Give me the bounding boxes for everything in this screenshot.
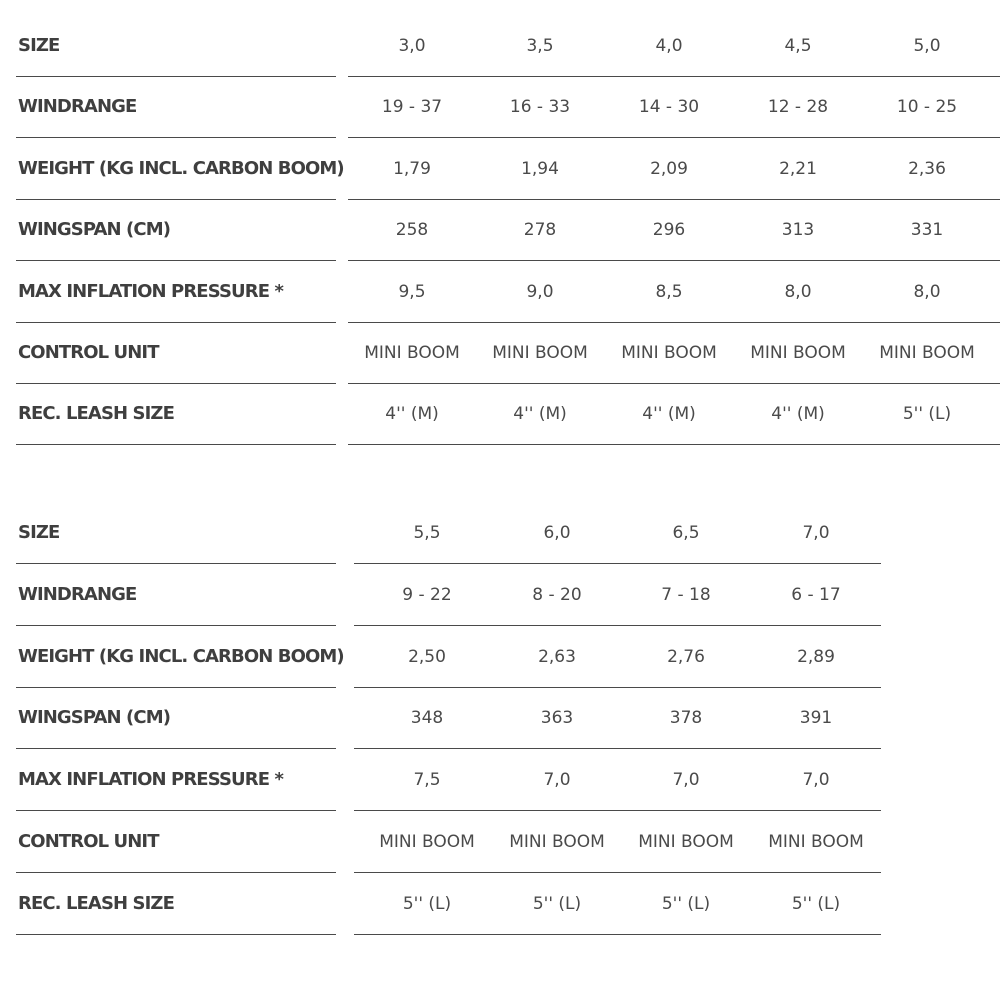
table-cell: 278 xyxy=(523,220,557,240)
row-label: WEIGHT (KG INCL. CARBON BOOM) xyxy=(18,646,344,667)
table-cell: MINI BOOM xyxy=(492,343,588,363)
table-row-size xyxy=(0,15,1000,77)
table-cell: 5'' (L) xyxy=(402,894,452,914)
table-cell: MINI BOOM xyxy=(621,343,717,363)
table-cell: 10 - 25 xyxy=(896,97,958,117)
divider xyxy=(354,934,881,935)
table-cell: 2,36 xyxy=(908,159,946,179)
table-cell: 19 - 37 xyxy=(381,97,443,117)
table-row-control-unit xyxy=(0,811,1000,873)
table-cell: 5,5 xyxy=(413,523,441,543)
table-cell: 4,5 xyxy=(784,36,812,56)
table-cell: 9 - 22 xyxy=(402,585,452,605)
table-row-weight xyxy=(0,138,1000,200)
table-cell: 296 xyxy=(652,220,686,240)
row-label: WINDRANGE xyxy=(18,584,137,605)
divider xyxy=(16,444,336,445)
table-cell: 8,0 xyxy=(784,282,812,302)
table-cell: 2,89 xyxy=(797,647,835,667)
table-cell: 5'' (L) xyxy=(532,894,582,914)
table-row-wingspan xyxy=(0,687,1000,749)
row-label: REC. LEASH SIZE xyxy=(18,893,174,914)
table-cell: 3,0 xyxy=(398,36,426,56)
table-cell: 5,0 xyxy=(913,36,941,56)
table-cell: 2,09 xyxy=(650,159,688,179)
table-cell: 4'' (M) xyxy=(513,404,567,424)
row-label: SIZE xyxy=(18,35,60,56)
table-cell: 9,5 xyxy=(398,282,426,302)
row-label: MAX INFLATION PRESSURE * xyxy=(18,281,283,302)
table-cell: MINI BOOM xyxy=(379,832,475,852)
table-cell: 7,5 xyxy=(413,770,441,790)
table-cell: MINI BOOM xyxy=(509,832,605,852)
table-cell: 5'' (L) xyxy=(902,404,952,424)
table-row-max-inflation-pressure xyxy=(0,261,1000,323)
table-cell: 3,5 xyxy=(526,36,554,56)
row-label: WINGSPAN (CM) xyxy=(18,707,171,728)
row-label: WEIGHT (KG INCL. CARBON BOOM) xyxy=(18,158,344,179)
table-row-control-unit xyxy=(0,322,1000,384)
row-label: CONTROL UNIT xyxy=(18,831,159,852)
table-row-size xyxy=(0,502,1000,564)
table-row-weight xyxy=(0,626,1000,688)
table-cell: 12 - 28 xyxy=(767,97,829,117)
table-cell: 2,50 xyxy=(408,647,446,667)
table-row-rec-leash-size xyxy=(0,383,1000,445)
row-label: REC. LEASH SIZE xyxy=(18,403,174,424)
table-cell: 4,0 xyxy=(655,36,683,56)
table-cell: 6 - 17 xyxy=(791,585,841,605)
table-cell: 348 xyxy=(410,708,444,728)
table-cell: 16 - 33 xyxy=(509,97,571,117)
table-row-wingspan xyxy=(0,199,1000,261)
table-cell: 313 xyxy=(781,220,815,240)
table-cell: 5'' (L) xyxy=(791,894,841,914)
divider xyxy=(16,934,336,935)
table-cell: 7,0 xyxy=(543,770,571,790)
table-cell: MINI BOOM xyxy=(364,343,460,363)
table-row-windrange xyxy=(0,76,1000,138)
table-cell: 2,76 xyxy=(667,647,705,667)
row-label: SIZE xyxy=(18,522,60,543)
table-cell: 391 xyxy=(799,708,833,728)
table-cell: 6,0 xyxy=(543,523,571,543)
divider xyxy=(348,444,1000,445)
table-cell: 363 xyxy=(540,708,574,728)
table-cell: MINI BOOM xyxy=(750,343,846,363)
table-cell: 331 xyxy=(910,220,944,240)
table-cell: 8,5 xyxy=(655,282,683,302)
table-cell: 4'' (M) xyxy=(771,404,825,424)
table-cell: 7,0 xyxy=(802,770,830,790)
table-row-rec-leash-size xyxy=(0,873,1000,935)
table-cell: MINI BOOM xyxy=(638,832,734,852)
table-cell: 7 - 18 xyxy=(661,585,711,605)
table-cell: 7,0 xyxy=(802,523,830,543)
table-cell: 258 xyxy=(395,220,429,240)
table-row-max-inflation-pressure xyxy=(0,749,1000,811)
table-cell: 2,21 xyxy=(779,159,817,179)
table-cell: MINI BOOM xyxy=(879,343,975,363)
table-cell: 9,0 xyxy=(526,282,554,302)
table-cell: 5'' (L) xyxy=(661,894,711,914)
row-label: WINDRANGE xyxy=(18,96,137,117)
row-label: WINGSPAN (CM) xyxy=(18,219,171,240)
table-cell: 1,79 xyxy=(393,159,431,179)
table-cell: 1,94 xyxy=(521,159,559,179)
table-cell: 6,5 xyxy=(672,523,700,543)
table-cell: 2,63 xyxy=(538,647,576,667)
table-cell: 4'' (M) xyxy=(385,404,439,424)
table-cell: 4'' (M) xyxy=(642,404,696,424)
row-label: MAX INFLATION PRESSURE * xyxy=(18,769,283,790)
table-cell: 378 xyxy=(669,708,703,728)
table-cell: 14 - 30 xyxy=(638,97,700,117)
table-row-windrange xyxy=(0,564,1000,626)
table-cell: 7,0 xyxy=(672,770,700,790)
table-cell: 8 - 20 xyxy=(532,585,582,605)
table-cell: 8,0 xyxy=(913,282,941,302)
row-label: CONTROL UNIT xyxy=(18,342,159,363)
table-cell: MINI BOOM xyxy=(768,832,864,852)
